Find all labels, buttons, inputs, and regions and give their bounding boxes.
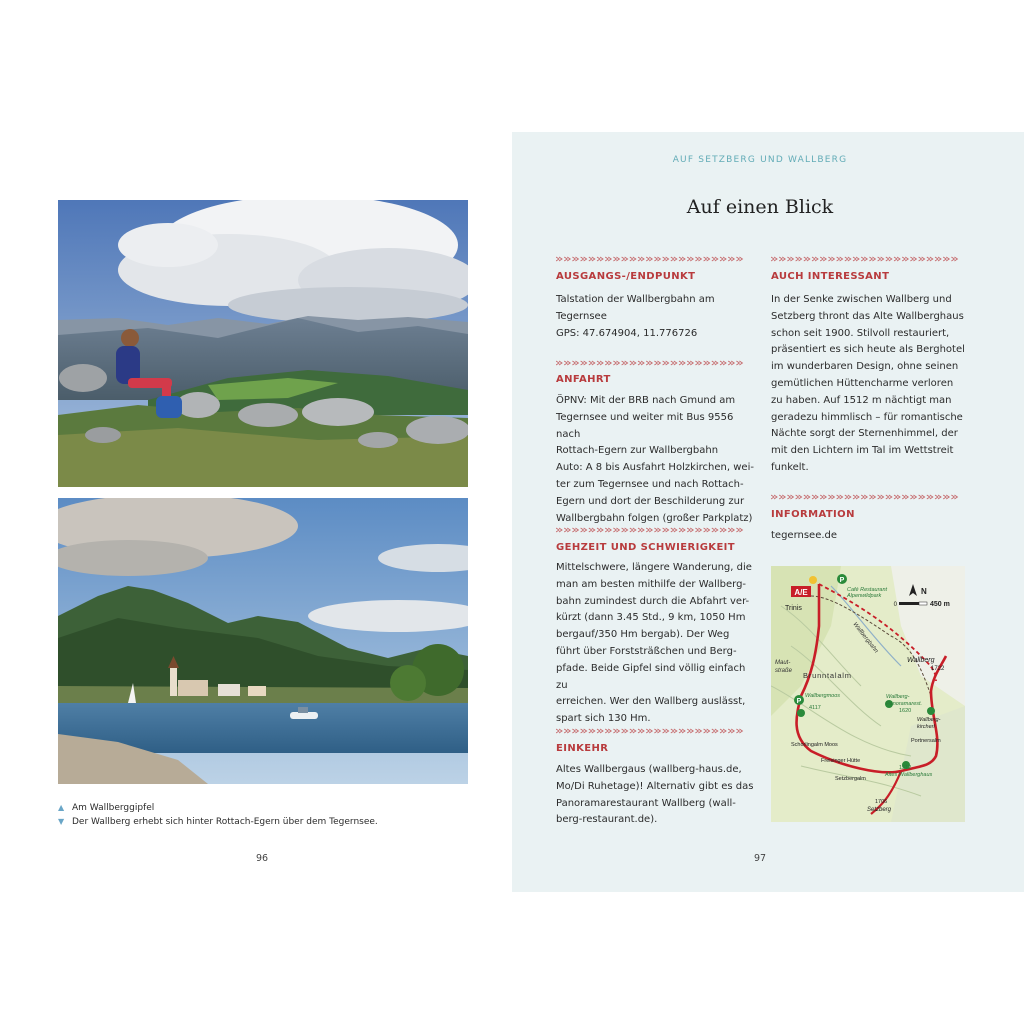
text-line: Tegernsee und weiter mit Bus 9556 nach: [556, 411, 734, 440]
map-label-setzberg-height: 1706: [875, 799, 888, 805]
text-line: Egern und dort der Beschilderung zur: [556, 495, 745, 507]
text-line: präsentiert es sich heute als Berghotel: [771, 344, 965, 356]
heading-anfahrt: ANFAHRT: [556, 374, 611, 385]
map-north-label: N: [921, 587, 927, 596]
map-label-freisinger: Freisinger Hütte: [821, 758, 861, 764]
text-line: erreichen. Wer den Wallberg auslässt,: [556, 696, 746, 708]
text-line: Nächte sorgt der Sternenhimmel, der: [771, 428, 958, 440]
text-gehzeit: [556, 560, 756, 728]
map-label-wallberg: Wallberg: [907, 657, 935, 664]
text-line: führt über Forststräßchen und Berg-: [556, 645, 737, 657]
text-line: Panoramarestaurant Wallberg (wall-: [556, 797, 736, 809]
chapel-icon: [927, 707, 935, 715]
running-head: AUF SETZBERG UND WALLBERG: [672, 155, 848, 165]
map-label-wallberg-height: 1722: [931, 666, 945, 672]
text-line: kürzt (dann 3.45 Std., 9 km, 1050 Hm: [556, 612, 746, 624]
map-label-brunntalalm: Brunntalalm: [803, 671, 852, 680]
text-information: [771, 528, 971, 545]
map-label-cafe: Café Restaurant: [847, 587, 888, 593]
map-label-panorama-height: 1620: [899, 708, 912, 714]
page-number-right: 97: [754, 853, 767, 864]
text-line: Tegernsee: [556, 310, 607, 322]
route-map: [771, 566, 965, 822]
map-label-trinis: Trinis: [785, 605, 802, 612]
heading-gehzeit: GEHZEIT UND SCHWIERIGKEIT: [556, 542, 736, 553]
text-line: Mittelschwere, längere Wanderung, die: [556, 562, 752, 573]
text-line: ÖPNV: Mit der BRB nach Gmund am: [556, 395, 736, 406]
map-start-label: A/E: [794, 588, 808, 597]
divider: [556, 256, 749, 262]
map-label-moos-height: 4117: [809, 705, 821, 711]
text-line: In der Senke zwischen Wallberg und: [771, 294, 952, 305]
caption-text: Der Wallberg erhebt sich hinter Rottach-Egern über dem Tegernsee.: [72, 817, 378, 827]
text-line: Altes Wallbergaus (wallberg-haus.de,: [556, 764, 742, 775]
map-label-setzbergalm: Setzbergalm: [835, 776, 866, 782]
text-line: GPS: 47.674904, 11.776726: [556, 327, 698, 339]
text-einkehr: [556, 762, 756, 829]
photo-wallberg-tegernsee: [58, 498, 468, 784]
text-start-point: [556, 292, 756, 342]
text-anfahrt: [556, 393, 756, 527]
heading-information: INFORMATION: [771, 509, 855, 520]
map-label-altes-height: 1512: [899, 765, 912, 771]
divider: [771, 256, 965, 262]
map-label-wallbergmoos: Wallbergmoos: [805, 693, 841, 699]
divider: [556, 527, 749, 533]
divider: [556, 728, 749, 734]
text-line: funkelt.: [771, 461, 809, 473]
caption-bottom-photo: [58, 815, 378, 829]
text-line: mit den Lichtern im Tal im Wettstreit: [771, 445, 954, 457]
text-line: berg-restaurant.de).: [556, 814, 658, 826]
text-line: Rottach-Egern zur Wallbergbahn: [556, 445, 719, 457]
map-label-maut: Maut-: [775, 660, 791, 666]
text-line: Wallbergbahn folgen (großer Parkplatz): [556, 512, 753, 524]
heading-einkehr: EINKEHR: [556, 743, 609, 754]
triangle-up-icon: ▲: [58, 803, 65, 812]
text-line: ter zum Tegernsee und nach Rottach-: [556, 478, 744, 490]
divider: [556, 360, 749, 366]
page-title: Auf einen Blick: [686, 196, 834, 218]
caption-text: Am Wallberggipfel: [72, 803, 155, 813]
text-line: Auto: A 8 bis Ausfahrt Holzkirchen, wei-: [556, 462, 754, 474]
map-label-schorlingalm: Schorlingalm Moos: [791, 742, 838, 748]
text-interessant: [771, 292, 971, 477]
text-line: bahn zumindest durch die Abfahrt ver-: [556, 595, 750, 607]
svg-text:0: 0: [893, 602, 897, 608]
map-label-portnersalm: Portnersalm: [911, 738, 941, 744]
text-line: zu haben. Auf 1512 m nächtigt man: [771, 394, 952, 406]
text-line: gemütlichen Hüttencharme verloren: [771, 377, 954, 389]
map-label-altes-wallberghaus: Altes Wallberghaus: [885, 772, 933, 778]
triangle-down-icon: ▼: [58, 817, 65, 826]
text-line: spart sich 130 Hm.: [556, 713, 651, 725]
text-line: pfade. Beide Gipfel sind völlig einfach zu: [556, 662, 746, 691]
text-line: Mo/Di Ruhetage)! Alternativ gibt es das: [556, 780, 754, 792]
map-label-setzberg: Setzberg: [867, 807, 892, 813]
map-label-strasse: straße: [775, 668, 793, 674]
hut-icon: [797, 709, 805, 717]
photo-wallberg-summit: [58, 200, 468, 487]
svg-text:P: P: [796, 698, 802, 705]
heading-interessant: AUCH INTERESSANT: [771, 271, 890, 282]
text-line: im wunderbaren Design, ohne seinen: [771, 361, 959, 373]
text-line: bergauf/350 Hm bergab). Der Weg: [556, 629, 730, 641]
map-label-kircherl: Wallberg-: [917, 717, 941, 723]
map-label-bahn: Wallbergbahn: [851, 621, 879, 655]
heading-start-point: AUSGANGS-/ENDPUNKT: [556, 271, 696, 282]
text-line: tegernsee.de: [771, 530, 838, 541]
divider: [771, 494, 965, 500]
text-line: schon seit 1900. Stilvoll restauriert,: [771, 327, 950, 339]
caption-top-photo: [58, 801, 154, 815]
text-line: geradezu himmlisch – für romantische: [771, 411, 963, 423]
text-line: man am besten mithilfe der Wallberg-: [556, 578, 747, 590]
map-label-panorama-rest: Panoramarest.: [886, 701, 923, 707]
text-line: Setzberg thront das Alte Wallberghaus: [771, 310, 964, 322]
map-label-panorama: Wallberg-: [886, 694, 910, 700]
text-line: Talstation der Wallbergbahn am: [556, 294, 715, 305]
map-scale-label: 450 m: [930, 601, 950, 608]
map-label-alpen: Alpenwildpark: [847, 593, 882, 599]
map-label-kircherl-2: kircherl: [917, 724, 935, 730]
page-number-left: 96: [256, 853, 269, 864]
svg-text:P: P: [839, 577, 845, 584]
